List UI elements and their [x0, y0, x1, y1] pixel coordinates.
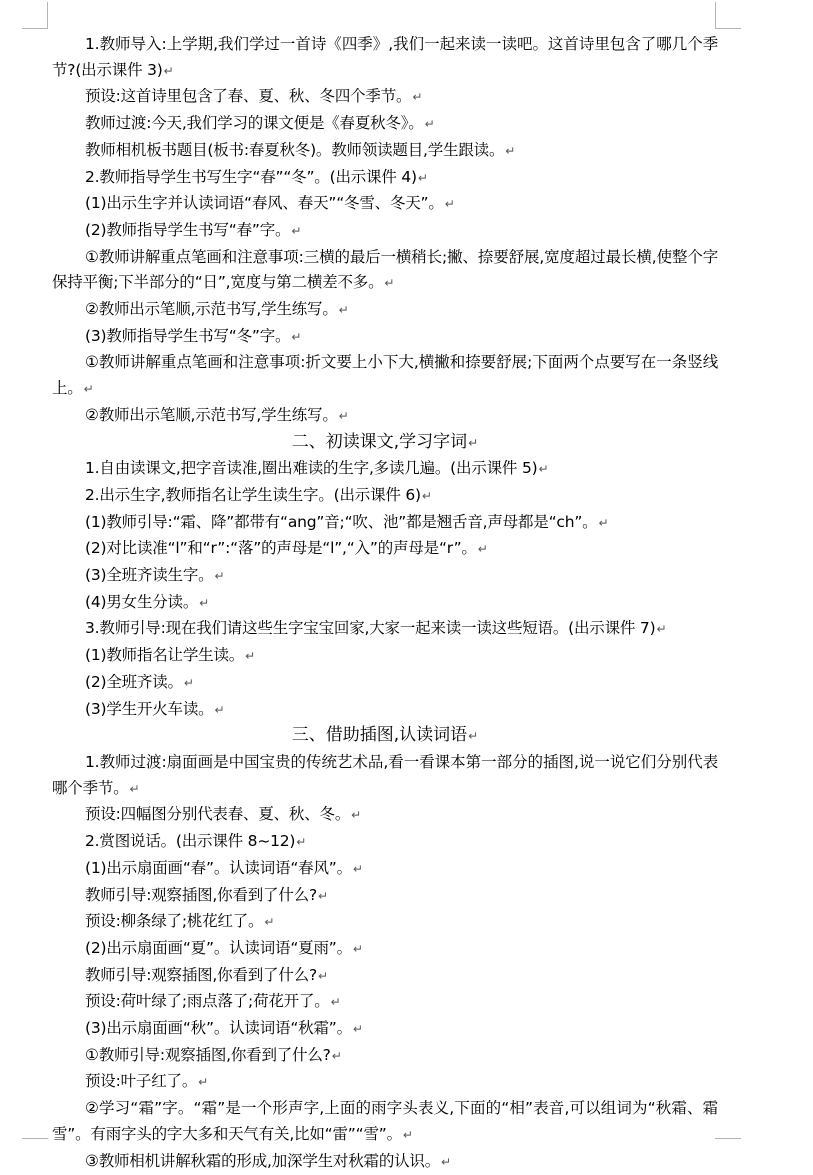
paragraph-mark-icon: ↵	[352, 861, 363, 876]
paragraph-mark-icon: ↵	[424, 117, 435, 132]
paragraph-mark-icon: ↵	[291, 329, 302, 344]
paragraph-mark-icon: ↵	[183, 675, 194, 690]
paragraph-text: 2.教师指导学生书写生字“春”“冬”。(出示课件 4)	[85, 167, 417, 186]
crop-mark-bottom-right-h	[715, 1138, 741, 1139]
paragraph	[52, 191, 718, 218]
paragraph	[52, 802, 718, 829]
paragraph-text: (3)教师指导学生书写“冬”字。	[85, 326, 291, 345]
paragraph	[52, 750, 718, 802]
paragraph-text: 1.自由读课文,把字音读准,圈出难读的生字,多读几遍。(出示课件 5)	[85, 459, 538, 478]
paragraph	[52, 456, 718, 483]
paragraph-mark-icon: ↵	[338, 303, 349, 318]
crop-mark-top-left-v	[47, 2, 48, 28]
paragraph	[52, 1096, 718, 1148]
paragraph	[52, 245, 718, 297]
paragraph-text: (2)对比读准“l”和“r”:“落”的声母是“l”,“入”的声母是“r”。	[85, 539, 477, 558]
paragraph	[52, 218, 718, 245]
paragraph	[52, 963, 718, 990]
paragraph-text: (2)出示扇面画“夏”。认读词语“夏雨”。	[85, 938, 352, 957]
paragraph-mark-icon: ↵	[441, 1154, 451, 1169]
paragraph	[52, 883, 718, 910]
paragraph-text: 3.教师引导:现在我们请这些生字宝宝回家,大家一起来读一读这些短语。(出示课件 7)	[85, 619, 656, 638]
paragraph	[52, 32, 718, 84]
paragraph-text: 预设:叶子红了。	[85, 1072, 198, 1091]
paragraph	[52, 111, 718, 138]
paragraph	[52, 350, 718, 402]
paragraph-text: ③教师相机讲解秋霜的形成,加深学生对秋霜的认识。	[85, 1151, 441, 1170]
paragraph	[52, 324, 718, 351]
paragraph-mark-icon: ↵	[129, 781, 140, 796]
paragraph-text: 教师过渡:今天,我们学习的课文便是《春夏秋冬》。	[85, 114, 424, 133]
paragraph	[52, 590, 718, 617]
paragraph	[52, 829, 718, 856]
paragraph	[52, 1149, 718, 1175]
paragraph-text: (3)全班齐读生字。	[85, 566, 214, 585]
paragraph-text: (1)教师引导:“霜、降”都带有“ang”音;“吹、池”都是翘舌音,声母都是“ch”。	[85, 512, 598, 531]
paragraph-mark-icon: ↵	[214, 702, 225, 717]
paragraph-mark-icon: ↵	[351, 808, 361, 823]
paragraph	[52, 909, 718, 936]
crop-mark-bottom-left-h	[22, 1138, 48, 1139]
paragraph-text: (2)全班齐读。	[85, 672, 183, 691]
paragraph-mark-icon: ↵	[331, 1048, 342, 1063]
paragraph-text: ②学习“霜”字。“霜”是一个形声字,上面的雨字头表义,下面的“相”表音,可以组词为“秋霜、霜雪”。有雨字头的字大多和天气有关,比如“雷”“雪”。	[52, 1099, 718, 1143]
paragraph	[52, 138, 718, 165]
paragraph	[52, 536, 718, 563]
paragraph	[52, 84, 718, 111]
paragraph-mark-icon: ↵	[317, 888, 328, 903]
paragraph-text: (1)出示生字并认读词语“春风、春天”“冬雪、冬天”。	[85, 194, 444, 213]
paragraph-mark-icon: ↵	[421, 488, 432, 503]
paragraph-text: 三、借助插图,认读词语	[291, 725, 468, 746]
paragraph	[52, 616, 718, 643]
crop-mark-top-right-v	[715, 2, 716, 28]
section-heading	[52, 430, 718, 457]
paragraph-text: 1.教师导入:上学期,我们学过一首诗《四季》,我们一起来读一读吧。这首诗里包含了哪几个季节?(出示课件 3)	[52, 35, 718, 79]
paragraph	[52, 697, 718, 724]
paragraph	[52, 483, 718, 510]
paragraph-mark-icon: ↵	[163, 63, 174, 78]
paragraph-mark-icon: ↵	[317, 968, 328, 983]
paragraph-mark-icon: ↵	[352, 941, 363, 956]
crop-mark-top-left-h	[22, 28, 48, 29]
paragraph-mark-icon: ↵	[384, 276, 395, 291]
paragraph-mark-icon: ↵	[338, 408, 349, 423]
paragraph	[52, 297, 718, 324]
paragraph-mark-icon: ↵	[214, 569, 225, 584]
paragraph-text: 2.赏图说话。(出示课件 8~12)	[85, 832, 296, 851]
paragraph-text: (3)学生开火车读。	[85, 699, 214, 718]
paragraph-mark-icon: ↵	[538, 462, 549, 477]
paragraph-mark-icon: ↵	[468, 729, 479, 744]
paragraph-mark-icon: ↵	[245, 649, 255, 664]
crop-mark-top-right-h	[715, 28, 741, 29]
paragraph-mark-icon: ↵	[598, 515, 609, 530]
paragraph-text: 预设:柳条绿了;桃花红了。	[85, 912, 264, 931]
paragraph-mark-icon: ↵	[402, 1127, 413, 1142]
paragraph	[52, 1016, 718, 1043]
paragraph-text: 2.出示生字,教师指名让学生读生字。(出示课件 6)	[85, 485, 421, 504]
paragraph	[52, 643, 718, 670]
paragraph-text: ②教师出示笔顺,示范书写,学生练写。	[85, 405, 338, 424]
paragraph-text: (1)出示扇面画“春”。认读词语“春风”。	[85, 858, 352, 877]
paragraph-text: ①教师讲解重点笔画和注意事项:折文要上小下大,横撇和捺要舒展;下面两个点要写在一条竖线上。	[52, 353, 718, 398]
paragraph-mark-icon: ↵	[352, 1022, 363, 1037]
paragraph-mark-icon: ↵	[417, 170, 428, 185]
paragraph-mark-icon: ↵	[505, 143, 516, 158]
paragraph-mark-icon: ↵	[330, 995, 341, 1010]
paragraph	[52, 670, 718, 697]
paragraph-text: 预设:荷叶绿了;雨点落了;荷花开了。	[85, 992, 330, 1011]
paragraph	[52, 1069, 718, 1096]
paragraph-text: (1)教师指名让学生读。	[85, 646, 245, 665]
paragraph	[52, 165, 718, 192]
paragraph-text: 教师相机板书题目(板书:春夏秋冬)。教师领读题目,学生跟读。	[85, 140, 505, 159]
section-heading	[52, 723, 718, 750]
paragraph-text: (4)男女生分读。	[85, 592, 199, 611]
paragraph	[52, 403, 718, 430]
paragraph-text: ②教师出示笔顺,示范书写,学生练写。	[85, 300, 338, 319]
paragraph-text: 1.教师过渡:扇面画是中国宝贵的传统艺术品,看一看课本第一部分的插图,说一说它们分别代表哪个季节。	[52, 752, 718, 797]
paragraph	[52, 856, 718, 883]
paragraph	[52, 510, 718, 537]
paragraph-mark-icon: ↵	[477, 542, 488, 557]
paragraph-text: ①教师讲解重点笔画和注意事项:三横的最后一横稍长;撇、捺要舒展,宽度超过最长横,使整个字保持平衡;下半部分的“日”,宽度与第二横差不多。	[52, 247, 718, 292]
paragraph-text: 教师引导:观察插图,你看到了什么?	[85, 885, 317, 904]
paragraph-mark-icon: ↵	[296, 835, 307, 850]
paragraph	[52, 563, 718, 590]
paragraph-mark-icon: ↵	[444, 197, 455, 212]
paragraph	[52, 936, 718, 963]
paragraph-mark-icon: ↵	[264, 915, 275, 930]
paragraph-text: (3)出示扇面画“秋”。认读词语“秋霜”。	[85, 1019, 352, 1038]
paragraph-text: 二、初读课文,学习字词	[291, 431, 468, 452]
document-body	[52, 32, 718, 1175]
paragraph	[52, 1043, 718, 1070]
paragraph-mark-icon: ↵	[198, 1075, 208, 1090]
paragraph-mark-icon: ↵	[291, 223, 302, 238]
paragraph-mark-icon: ↵	[199, 595, 210, 610]
paragraph-text: (2)教师指导学生书写“春”字。	[85, 220, 291, 239]
paragraph	[52, 989, 718, 1016]
paragraph-text: 预设:四幅图分别代表春、夏、秋、冬。	[85, 805, 351, 824]
paragraph-mark-icon: ↵	[468, 435, 479, 450]
paragraph-mark-icon: ↵	[83, 382, 94, 397]
paragraph-text: ①教师引导:观察插图,你看到了什么?	[85, 1045, 331, 1064]
paragraph-text: 教师引导:观察插图,你看到了什么?	[85, 965, 317, 984]
paragraph-mark-icon: ↵	[656, 622, 667, 637]
paragraph-mark-icon: ↵	[412, 90, 423, 105]
paragraph-text: 预设:这首诗里包含了春、夏、秋、冬四个季节。	[85, 87, 412, 106]
